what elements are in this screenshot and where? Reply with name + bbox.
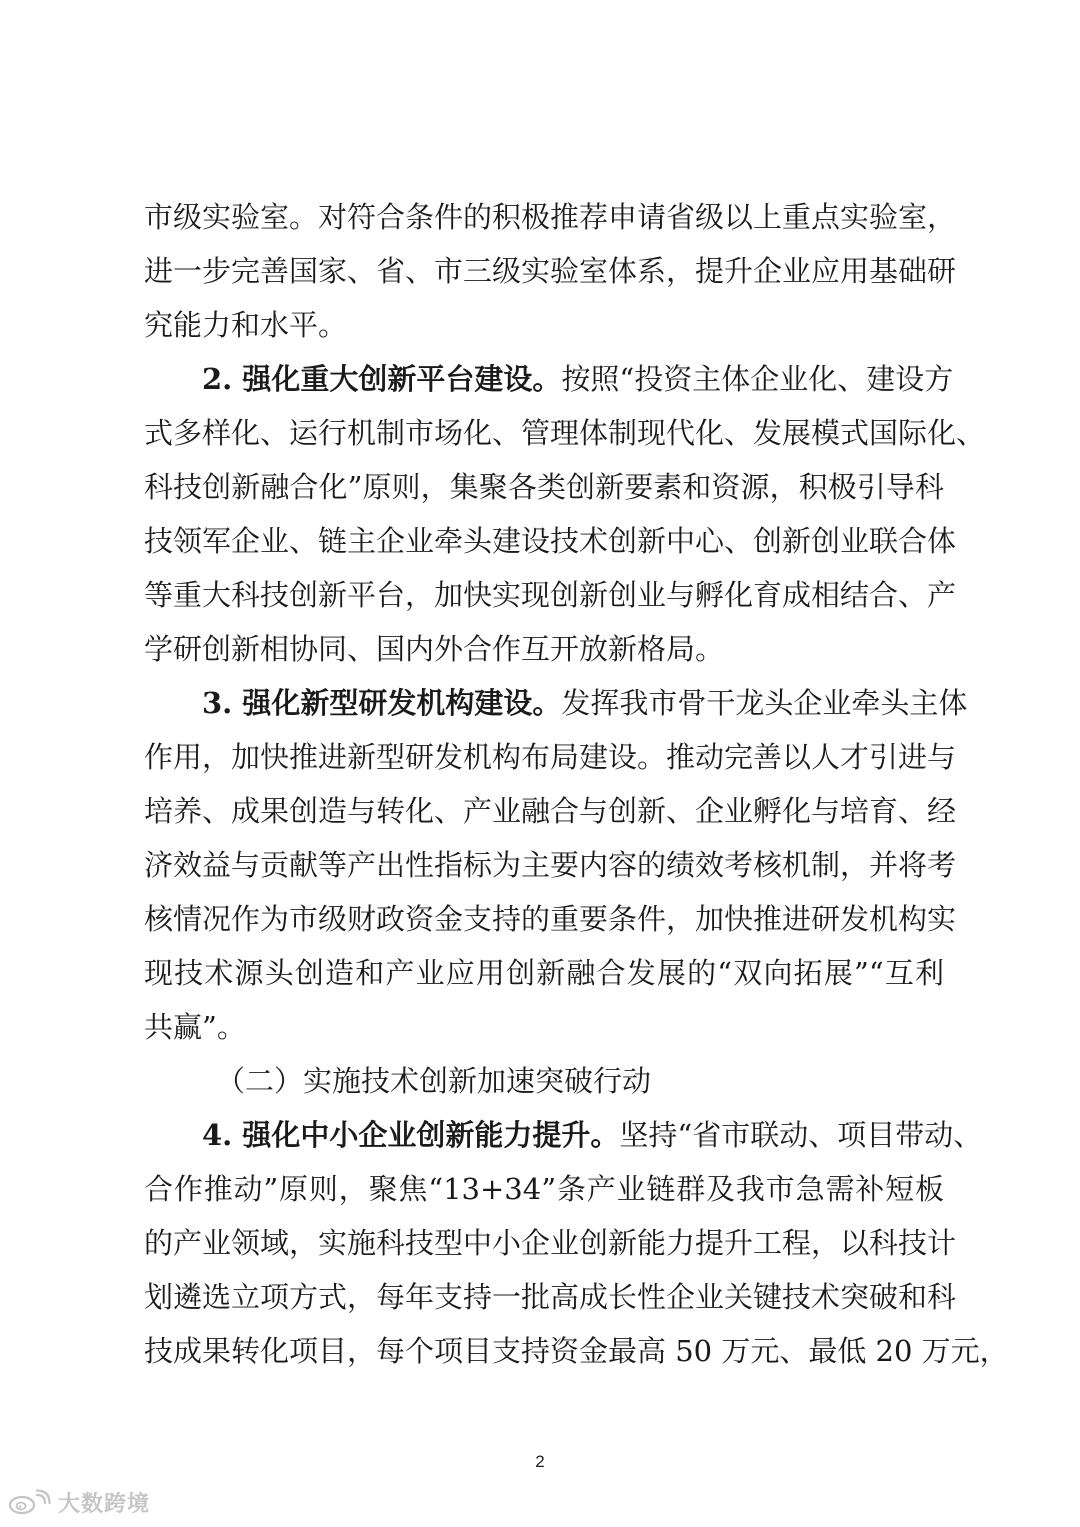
text-line bbox=[144, 1270, 957, 1324]
line-text: 市级实验室。对符合条件的积极推荐申请省级以上重点实验室， bbox=[144, 200, 957, 234]
text-line bbox=[144, 1162, 944, 1216]
text-line bbox=[144, 892, 957, 946]
text-line bbox=[144, 406, 986, 460]
line-text: 式多样化、运行机制市场化、管理体制现代化、发展模式国际化、 bbox=[144, 416, 986, 450]
paragraph-item-4 bbox=[144, 1108, 1009, 1378]
text-line bbox=[144, 568, 957, 622]
section-subheading: （二）实施技术创新加速突破行动 bbox=[216, 1064, 652, 1098]
paragraph-item-2 bbox=[144, 352, 986, 676]
line-text: 划遴选立项方式，每年支持一批高成长性企业关键技术突破和科 bbox=[144, 1280, 957, 1314]
paragraph-continuation bbox=[144, 190, 957, 352]
text-line bbox=[144, 244, 957, 298]
watermark bbox=[8, 1486, 150, 1518]
line-text: 按照“投资主体企业化、建设方 bbox=[561, 362, 954, 396]
line-text: 济效益与贡献等产出性指标为主要内容的绩效考核机制，并将考 bbox=[144, 848, 957, 882]
item-heading: 2. 强化重大创新平台建设。 bbox=[202, 362, 562, 396]
text-line bbox=[144, 1108, 983, 1162]
item-heading: 3. 强化新型研发机构建设。 bbox=[202, 686, 562, 720]
text-line bbox=[144, 352, 954, 406]
page-number: 2 bbox=[535, 1452, 545, 1471]
line-text: 合作推动”原则，聚焦“13+34”条产业链群及我市急需补短板 bbox=[144, 1172, 944, 1206]
line-text: 进一步完善国家、省、市三级实验室体系，提升企业应用基础研 bbox=[144, 254, 957, 288]
line-text: 技领军企业、链主企业牵头建设技术创新中心、创新创业联合体 bbox=[144, 524, 957, 558]
line-text: 的产业领域，实施科技型中小企业创新能力提升工程，以科技计 bbox=[144, 1226, 957, 1260]
text-line bbox=[144, 622, 944, 676]
line-text: 共赢”。 bbox=[144, 1010, 246, 1044]
text-line bbox=[144, 298, 944, 352]
line-text: 现技术源头创造和产业应用创新融合发展的“双向拓展”“互利 bbox=[144, 956, 944, 990]
weibo-logo-icon bbox=[8, 1489, 52, 1515]
line-text: 培养、成果创造与转化、产业融合与创新、企业孵化与培育、经 bbox=[144, 794, 957, 828]
text-line bbox=[144, 838, 957, 892]
text-line bbox=[144, 1324, 1009, 1378]
text-line bbox=[144, 460, 944, 514]
line-text: 坚持“省市联动、项目带动、 bbox=[619, 1118, 983, 1152]
paragraph-item-3 bbox=[144, 676, 968, 1054]
text-line bbox=[144, 730, 957, 784]
line-text: 究能力和水平。 bbox=[144, 308, 348, 342]
text-line bbox=[144, 1000, 944, 1054]
line-text: 发挥我市骨干龙头企业牵头主体 bbox=[561, 686, 968, 720]
text-line bbox=[144, 946, 944, 1000]
line-text: 等重大科技创新平台，加快实现创新创业与孵化育成相结合、产 bbox=[144, 578, 957, 612]
text-line bbox=[144, 1216, 957, 1270]
line-text: 核情况作为市级财政资金支持的重要条件，加快推进研发机构实 bbox=[144, 902, 957, 936]
item-heading: 4. 强化中小企业创新能力提升。 bbox=[202, 1118, 620, 1152]
text-line bbox=[144, 676, 968, 730]
text-line bbox=[144, 190, 957, 244]
line-text: 科技创新融合化”原则，集聚各类创新要素和资源，积极引导科 bbox=[144, 470, 944, 504]
watermark-text: 大数跨境 bbox=[58, 1491, 151, 1517]
text-line bbox=[144, 514, 957, 568]
page-body bbox=[144, 190, 1009, 1378]
line-text: 作用，加快推进新型研发机构布局建设。推动完善以人才引进与 bbox=[144, 740, 957, 774]
line-text: 技成果转化项目，每个项目支持资金最高 50 万元、最低 20 万元， bbox=[144, 1334, 1009, 1368]
text-line bbox=[144, 784, 957, 838]
line-text: 学研创新相协同、国内外合作互开放新格局。 bbox=[144, 632, 725, 666]
